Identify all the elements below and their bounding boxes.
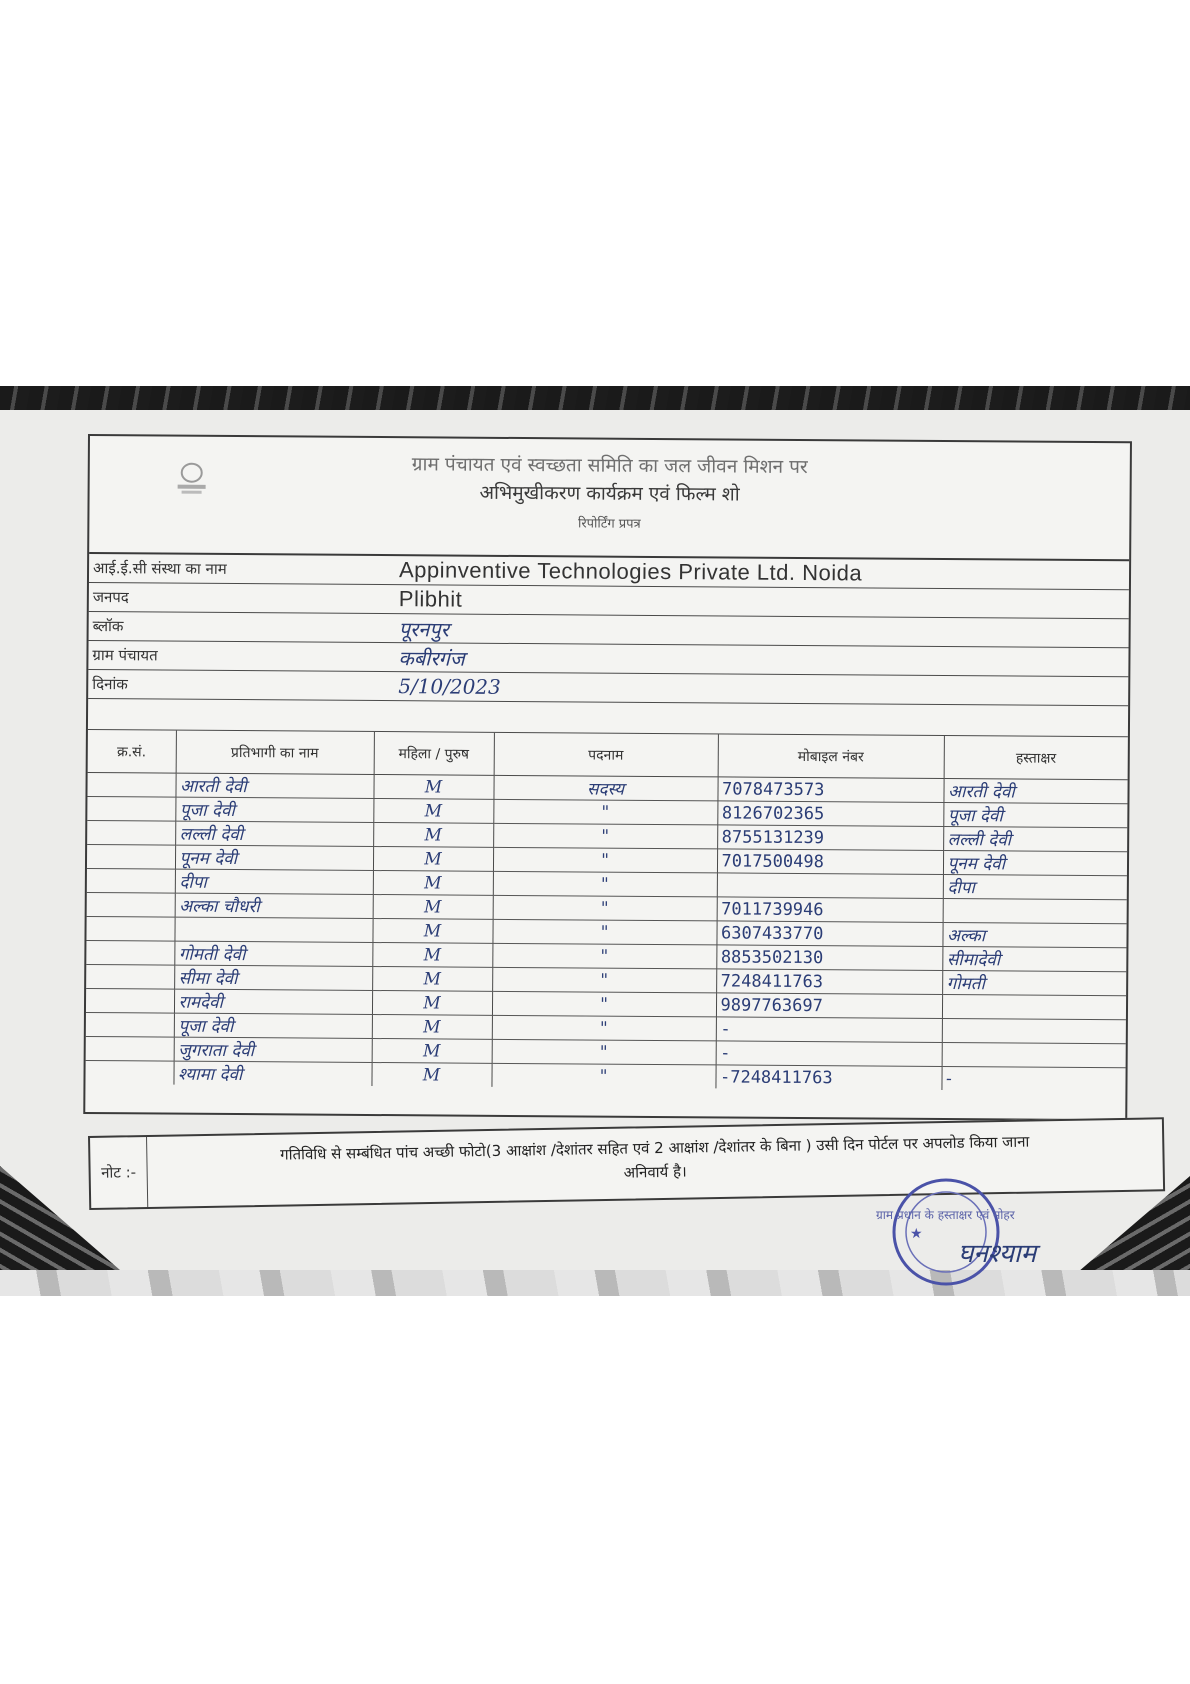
cell-name: रामदेवी [174,989,372,1014]
cell-mobile: - [716,1041,942,1067]
cell-mobile: 7017500498 [717,849,943,875]
cell-signature: पूनम देवी [943,850,1127,875]
cell-gender: M [372,990,492,1015]
cell-designation: " [492,991,716,1017]
cell-signature [942,1018,1126,1043]
cell-gender: M [373,823,493,848]
cell-signature: गोमती [942,970,1126,995]
cell-mobile: 6307433770 [716,921,942,947]
info-label: ग्राम पंचायत [92,646,158,665]
cell-gender: M [373,847,493,872]
cell-mobile: 8755131239 [717,825,943,851]
column-header: पदनाम [494,733,718,777]
cell-sn [86,965,174,990]
cell-gender: M [373,894,493,919]
cell-designation: " [492,943,716,969]
info-value: 5/10/2023 [398,674,501,699]
cell-gender: M [372,1038,492,1063]
cell-designation: " [492,1039,716,1065]
cell-sn [87,893,175,918]
cell-designation: " [491,1063,715,1088]
cell-name: जुगराता देवी [174,1037,372,1062]
cell-name: लल्ली देवी [175,821,373,846]
round-seal-stamp [890,1176,1002,1288]
cell-signature: लल्ली देवी [943,826,1127,851]
cell-name: दीपा [175,869,373,894]
cell-designation: " [492,967,716,993]
cell-sn [86,941,174,966]
info-label: आई.ई.सी संस्था का नाम [93,559,227,578]
document-photo [0,386,1190,1296]
cell-sn [87,773,175,798]
cell-mobile: - [716,1017,942,1043]
cell-name: अल्का चौधरी [175,893,373,918]
cell-signature: आरती देवी [943,778,1127,803]
cell-sn [87,845,175,870]
cell-mobile: 8853502130 [716,945,942,971]
cell-name: सीमा देवी [174,965,372,990]
note-text [147,1119,1163,1207]
cell-name: पूजा देवी [174,1013,372,1038]
info-label: दिनांक [92,675,128,694]
cell-signature: अल्का [942,922,1126,947]
info-block [88,554,1129,706]
fabric-top-edge [0,386,1190,410]
cell-mobile: 7248411763 [716,969,942,995]
cell-sn [86,989,174,1014]
cell-name: आरती देवी [175,773,373,798]
info-value: पूरनपुर [398,616,449,642]
cell-sn [87,869,175,894]
cell-signature: दीपा [943,874,1127,899]
cell-gender: M [372,942,492,967]
column-header: हस्ताक्षर [944,736,1128,780]
cell-designation: " [493,895,717,921]
cell-sn [85,1060,173,1084]
cell-sn [86,1036,174,1061]
reporting-form [83,434,1132,1121]
pradhan-signature: घनश्याम [958,1239,1037,1269]
cell-signature: सीमादेवी [942,946,1126,971]
header-line-3: रिपोर्टिंग प्रपत्र [577,516,641,532]
header-line-2: अभिमुखीकरण कार्यक्रम एवं फिल्म शो [479,481,740,506]
cell-designation: " [493,799,717,825]
note-label: नोट :- [90,1137,148,1208]
cell-designation: " [493,871,717,897]
emblem-icon [168,459,216,499]
cell-mobile: 7011739946 [717,897,943,923]
cell-signature [943,898,1127,923]
cell-gender: M [372,918,492,943]
column-header: क्र.सं. [88,730,176,773]
table-header-row [88,730,1128,780]
participants-table [85,730,1127,1091]
column-header: मोबाइल नंबर [718,734,944,778]
cell-gender: M [373,775,493,800]
note-box [88,1117,1165,1210]
cell-designation: " [492,1015,716,1041]
cell-designation: सदस्य [493,775,717,801]
cell-sn [87,821,175,846]
svg-text:★: ★ [910,1226,923,1242]
info-label: जनपद [92,588,129,607]
paper-bottom-edge [0,1270,1190,1296]
info-value: Appinventive Technologies Private Ltd. Noida [398,557,863,586]
cell-mobile: 9897763697 [716,993,942,1019]
cell-signature [942,1042,1126,1067]
cell-gender: M [372,1014,492,1039]
info-value: Plibhit [398,586,463,612]
cell-designation: " [493,823,717,849]
cell-gender: M [373,871,493,896]
cell-name: पूनम देवी [175,845,373,870]
header-line-1: ग्राम पंचायत एवं स्वच्छता समिति का जल जीवन मिशन पर [411,453,808,479]
cell-sn [86,1012,174,1037]
info-value: कबीरगंज [398,645,465,671]
cell-designation: " [493,847,717,873]
cell-mobile: -7248411763 [715,1065,941,1090]
column-header: महिला / पुरुष [374,732,494,775]
cell-sn [87,797,175,822]
cell-gender: M [371,1062,491,1086]
note-text-line-2: अनिवार्य है। [623,1162,687,1182]
cell-sn [86,917,174,942]
cell-mobile: 7078473573 [717,777,943,803]
cell-signature [942,994,1126,1019]
cell-name: गोमती देवी [174,941,372,966]
cell-gender: M [373,799,493,824]
note-text-line-1: गतिविधि से सम्बंधित पांच अच्छी फोटो(3 आक्षांश /देशांतर सहित एवं 2 आक्षांश /देशांतर के बिना ) उसी दिन पोर्टल पर अपलोड किया जाना [280,1132,1030,1164]
cell-gender: M [372,966,492,991]
form-header [89,436,1130,561]
cell-signature: पूजा देवी [943,802,1127,827]
cell-name: पूजा देवी [175,797,373,822]
cell-name: श्यामा देवी [173,1061,371,1086]
cell-name [174,917,372,942]
cell-designation: " [492,919,716,945]
cell-signature: - [945,1068,952,1089]
column-header: प्रतिभागी का नाम [176,731,374,775]
cell-mobile: 8126702365 [717,801,943,827]
stamp-caption: ग्राम प्रधान के हस्ताक्षर एवं मोहर [876,1208,1015,1222]
cell-mobile [717,873,943,899]
info-label: ब्लॉक [92,617,124,636]
